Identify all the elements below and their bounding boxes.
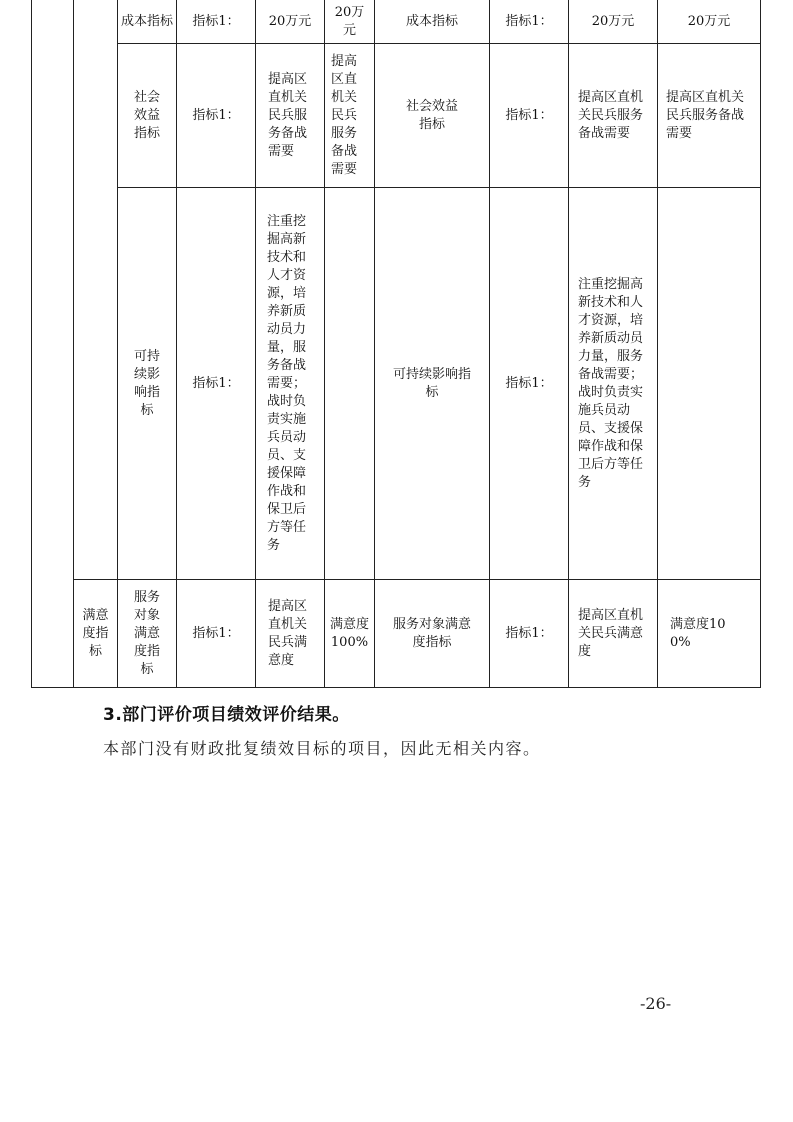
table-cell-content: 提高区直机关民兵服务备战需要	[268, 71, 308, 159]
table-cell-target-mirror	[658, 188, 760, 579]
table-border-left	[31, 0, 32, 688]
table-cell-sub-indicator: 服务对象满意度指标	[133, 589, 160, 677]
table-cell-metric-mirror: 指标1：	[505, 13, 553, 29]
table-cell-target: 20万元	[334, 4, 365, 38]
table-cell-metric: 指标1：	[192, 107, 240, 123]
table-cell-metric: 指标1：	[192, 13, 240, 29]
table-cell-sub-indicator-mirror: 成本指标	[405, 13, 458, 29]
table-cell-content-mirror: 注重挖掘高新技术和人才资源，培养新质动员力量，服务备战需要；战时负责实施兵员动员、支援保障作战和保卫后方等任务	[578, 276, 644, 490]
table-cell-sub-indicator-mirror: 服务对象满意度指标	[392, 616, 471, 650]
table-cell-category: 满意度指标	[82, 607, 109, 659]
table-cell-sub-indicator: 社会效益指标	[133, 89, 160, 141]
table-cell-target-mirror: 满意度100%	[670, 616, 726, 650]
table-cell-sub-indicator-mirror: 社会效益指标	[405, 98, 458, 132]
table-cell-metric-mirror: 指标1：	[505, 625, 553, 641]
table-cell-target-mirror: 提高区直机关民兵服务备战需要	[666, 89, 745, 141]
table-border-right	[760, 0, 761, 688]
table-border-bottom	[31, 687, 761, 688]
table-cell-sub-indicator: 可持续影响指标	[133, 348, 160, 418]
table-cell-content-mirror: 提高区直机关民兵满意度	[578, 607, 644, 659]
table-cell-target: 满意度100%	[329, 616, 369, 650]
table-cell-sub-indicator-mirror: 可持续影响指标	[392, 366, 471, 400]
section-heading: 3.部门评价项目绩效评价结果。	[103, 705, 350, 725]
table-cell-metric: 指标1：	[192, 375, 240, 391]
table-cell-target-mirror: 20万元	[687, 13, 731, 29]
table-cell-metric: 指标1：	[192, 625, 240, 641]
table-cell-metric-mirror: 指标1：	[505, 375, 553, 391]
table-cell-content: 注重挖掘高新技术和人才资源，培养新质动员力量，服务备战需要；战时负责实施兵员动员、支援保障作战和保卫后方等任务	[267, 213, 307, 553]
section-body-text: 本部门没有财政批复绩效目标的项目，因此无相关内容。	[103, 739, 541, 758]
table-cell-content-mirror: 提高区直机关民兵服务备战需要	[578, 89, 644, 141]
table-cell-content: 20万元	[268, 13, 312, 29]
table-cell-target: 提高区直机关民兵服务备战需要	[331, 53, 358, 177]
table-cell-content: 提高区直机关民兵满意度	[268, 598, 308, 668]
page-number: -26-	[640, 994, 672, 1013]
table-cell-content-mirror: 20万元	[591, 13, 635, 29]
table-cell-metric-mirror: 指标1：	[505, 107, 553, 123]
table-cell-target	[325, 188, 374, 579]
table-cell-sub-indicator: 成本指标	[120, 13, 173, 29]
